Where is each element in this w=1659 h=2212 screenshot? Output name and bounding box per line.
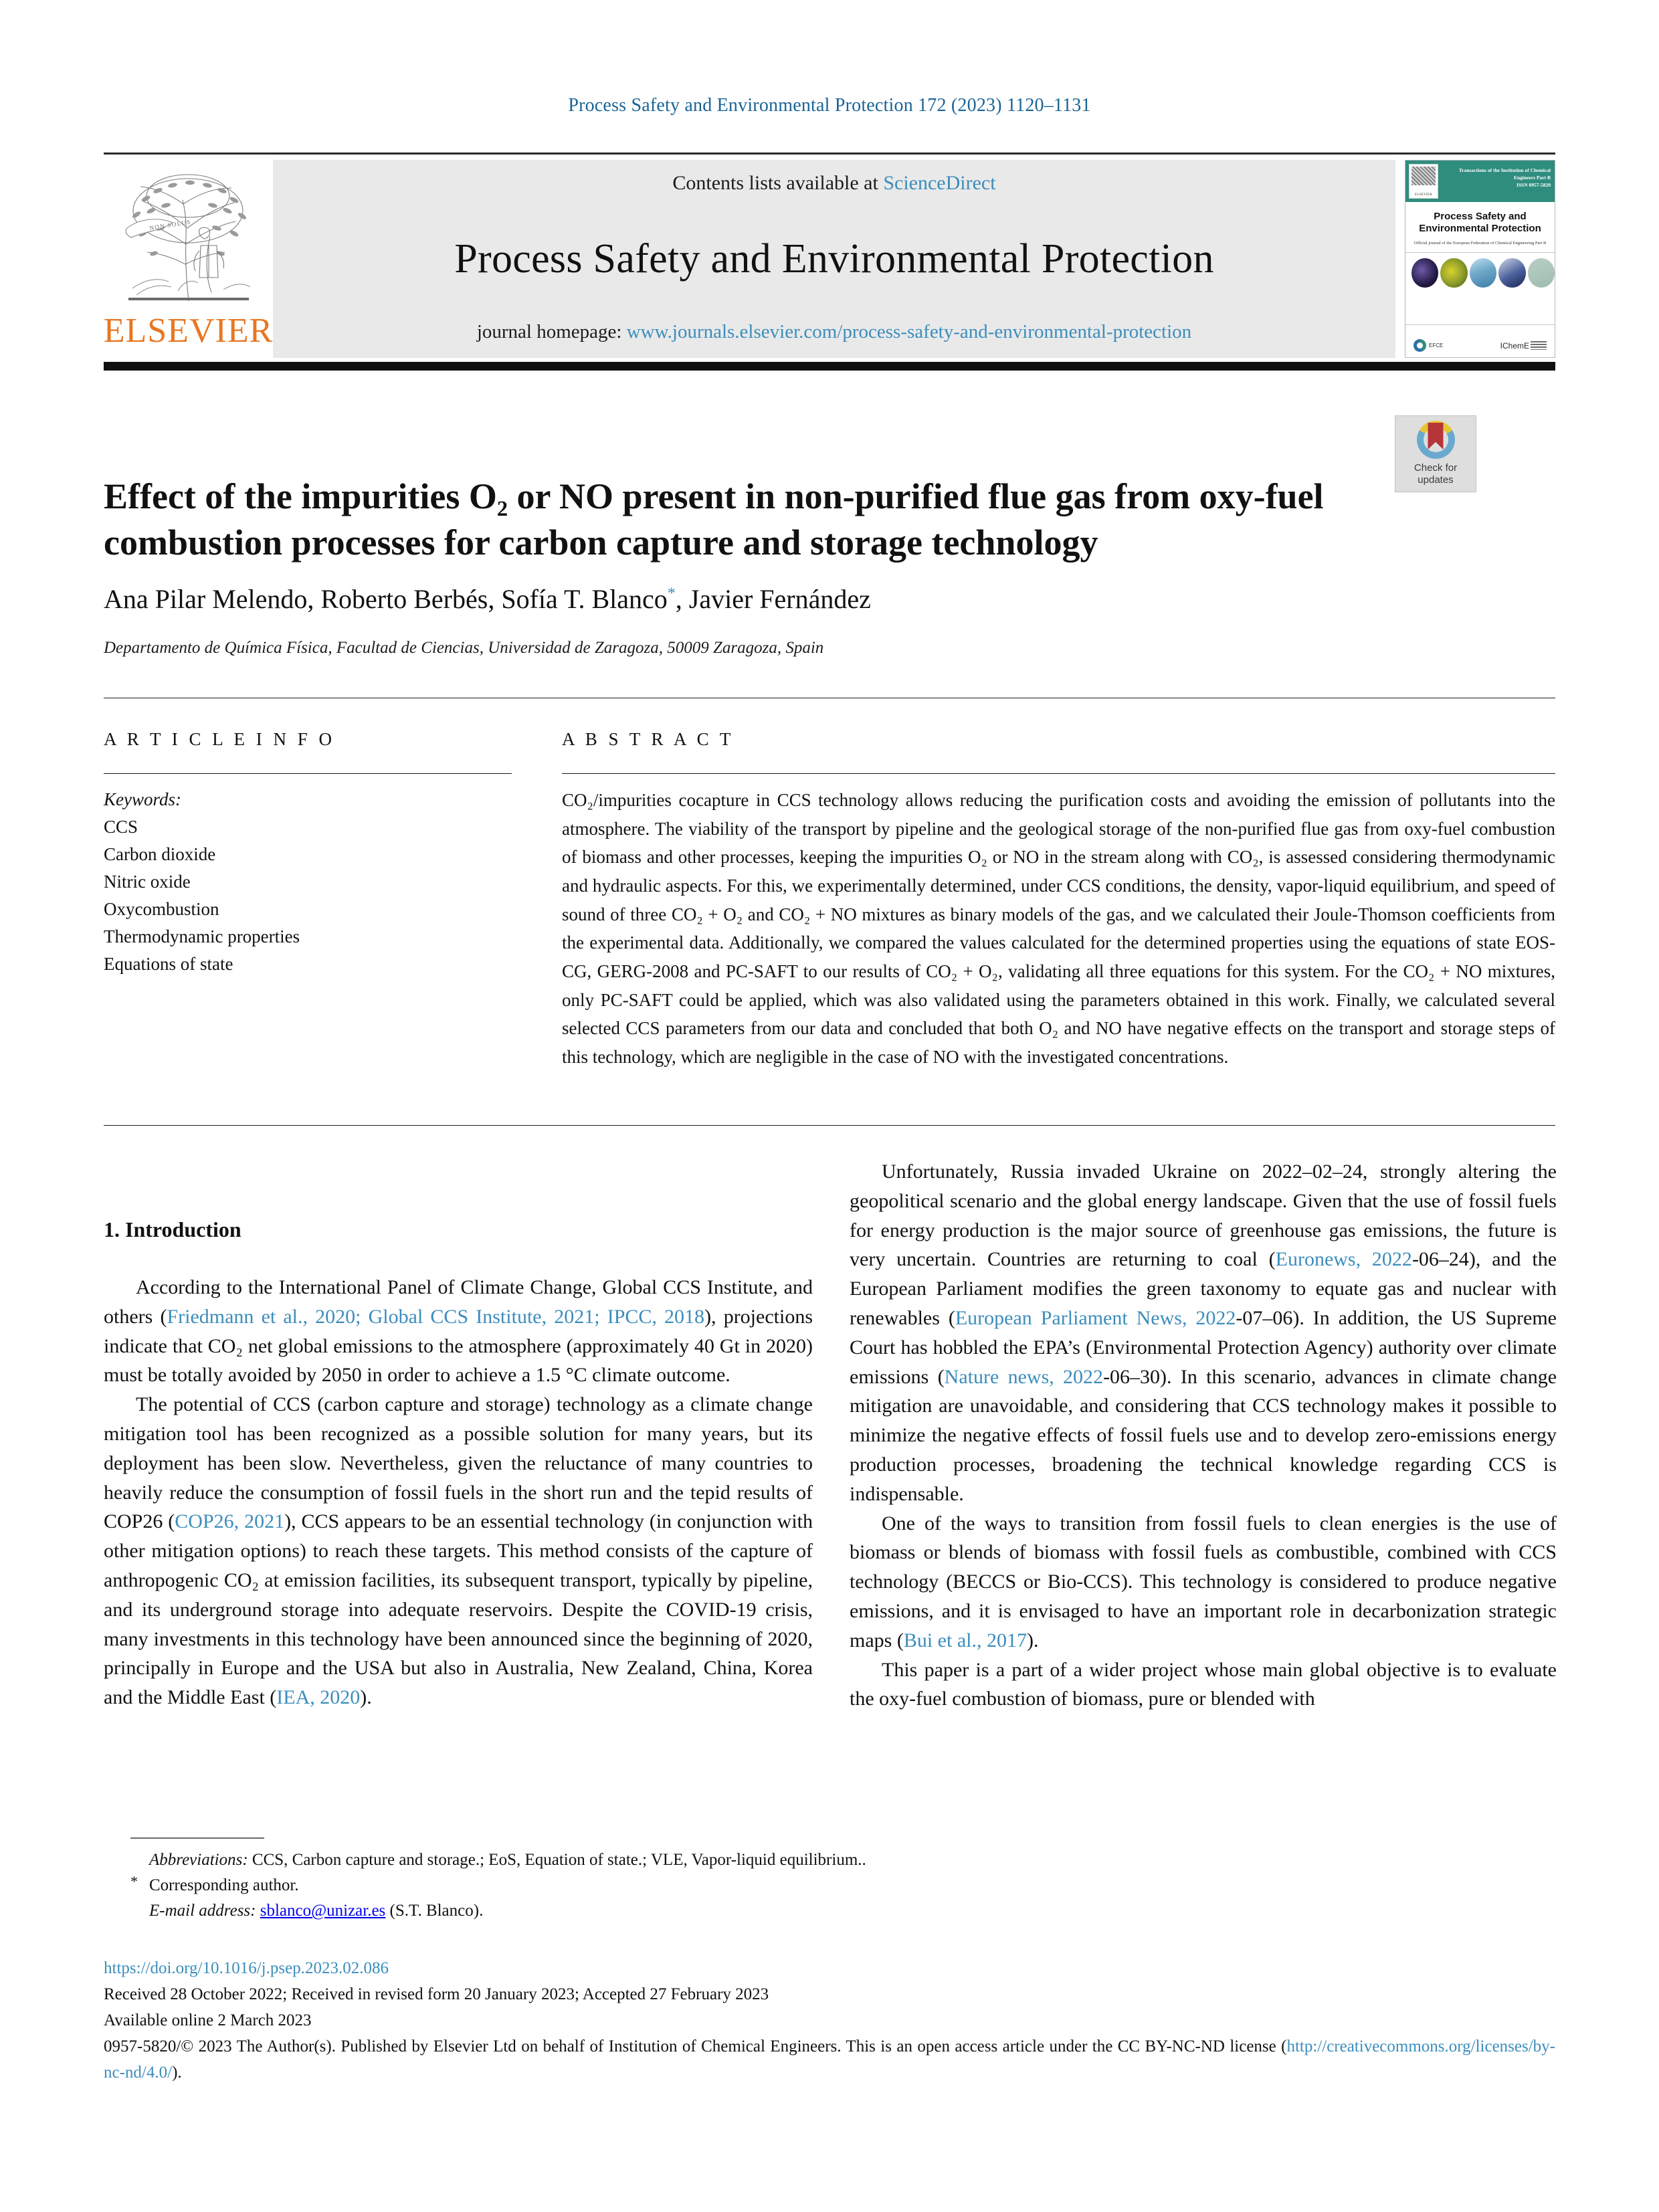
paragraph: The potential of CCS (carbon capture and storage) technology as a climate change mitigation tool has been recognized as a possible solution for many years, but its deployment has been slow. Nevertheless, given the reluctance of many countries to heavily reduce the consumption of fossil fuels in the short run and the tepid results of COP26 (COP26, 2021), CCS appears to be an essential technology (in conjunction with other mitigation options) to reach these targets. This method consists of the capture of anthropogenic CO₂ at emission facilities, its subsequent transport, typically by pipeline, and its underground storage into adequate reservoirs. Despite the COVID-19 crisis, many investments in this technology have been announced since the beginning of 2020, principally in Europe and the USA but also in Australia, New Zealand, China, Korea and the Middle East (IEA, 2020).: [104, 1393, 813, 1709]
abbreviations-text: CCS, Carbon capture and storage.; EoS, Equation of state.; VLE, Vapor-liquid equilibrium..: [248, 1851, 866, 1869]
paragraph: According to the International Panel of Climate Change, Global CCS Institute, and others (Friedmann et al., 2020; Global CCS Institute, 2021; IPCC, 2018), projections indicate that CO₂ net global emissions to the atmosphere (approximately 40 Gt in 2020) must be totally avoided by 2050 in order to achieve a 1.5 °C climate outcome.: [104, 1276, 813, 1387]
body-column-left: [104, 1217, 813, 1712]
body-column-right: [850, 1157, 1557, 1714]
journal-homepage-line: [273, 321, 1395, 358]
page-title: Effect of the impurities O₂ or NO present in non-purified flue gas from oxy-fuel combustion processes for carbon capture and storage technology: [104, 476, 1324, 563]
abbreviations-label: Abbreviations:: [149, 1851, 248, 1869]
license-link[interactable]: http://creativecommons.org/licenses/by-nc-nd/4.0/: [104, 2037, 1555, 2082]
cover-banner-line2: ISSN 0957-5820: [1516, 181, 1551, 188]
available-online-date: Available online 2 March 2023: [104, 2011, 312, 2029]
efce-label: EFCE: [1429, 342, 1444, 348]
corresponding-star-icon: *: [130, 1873, 138, 1890]
efce-icon: [1413, 339, 1426, 352]
abbreviations-note: [149, 1847, 1268, 1873]
non-solus-motto: NON SOLUS: [149, 218, 192, 231]
rule-below-abstract: [104, 1125, 1555, 1126]
crossmark-label: [1414, 462, 1457, 486]
cover-banner: [1405, 161, 1555, 202]
corresponding-author-marker[interactable]: *: [667, 585, 676, 603]
keyword-item: Thermodynamic properties: [104, 926, 300, 947]
cover-elsevier-wordmark: ELSEVIER: [1414, 193, 1432, 197]
cover-thumb-1: [1411, 258, 1438, 288]
crossmark-line1: Check for: [1413, 462, 1458, 474]
abstract-column: [562, 729, 1555, 1072]
paragraph: One of the ways to transition from fossil fuels to clean energies is the use of biomass or blends of biomass with fossil fuels as combustible, combined with CCS technology (BECCS or Bio-CCS). This technology is considered to produce negative emissions, and it is envisaged to have an important role in decarbonization strategic maps (Bui et al., 2017).: [850, 1512, 1557, 1651]
keywords-label: Keywords:: [104, 789, 181, 809]
citation-link[interactable]: Euronews, 2022: [1275, 1248, 1412, 1271]
keyword-item: Nitric oxide: [104, 872, 191, 892]
footnote-rule: [130, 1837, 264, 1839]
elsevier-logo: [104, 160, 273, 358]
keyword-item: Carbon dioxide: [104, 844, 216, 865]
cover-thumb-5: [1528, 258, 1555, 288]
cover-footer-divider: [1405, 324, 1555, 325]
keywords-block: [104, 786, 512, 978]
cover-thumb-3: [1470, 258, 1496, 288]
doi-link[interactable]: https://doi.org/10.1016/j.psep.2023.02.086: [104, 1959, 389, 1977]
copyright-text: 0957-5820/© 2023 The Author(s). Published by Elsevier Ltd on behalf of Institution of Chemical Engineers. This is an open access article under the CC BY-NC-ND license (: [104, 2037, 1287, 2055]
sciencedirect-link[interactable]: ScienceDirect: [883, 172, 996, 194]
cover-subtitle: Official journal of the European Federation of Chemical Engineering Part B: [1413, 241, 1547, 245]
paragraph: This paper is a part of a wider project whose main global objective is to evaluate the oxy-fuel combustion of biomass, pure or blended with: [850, 1658, 1557, 1710]
efce-logo: [1413, 339, 1443, 352]
cover-thumb-4: [1498, 258, 1525, 288]
publication-info: [104, 1955, 1555, 2086]
cover-banner-text: [1444, 167, 1551, 189]
journal-title: Process Safety and Environmental Protection: [454, 236, 1214, 282]
paragraph: Unfortunately, Russia invaded Ukraine on 2022–02–24, strongly altering the geopolitical scenario and the global energy landscape. Given that the use of fossil fuels for energy production is the major source of greenhouse gas emissions, the future is very uncertain. Countries are returning to coal (Euronews, 2022-06–24), and the European Parliament modifies the green taxonomy to equate gas and nuclear with renewables (European Parliament News, 2022-07–06). In addition, the US Supreme Court has hobbled the EPA’s (Environmental Protection Agency) authority over climate emissions (Nature news, 2022-06–30). In this scenario, advances in climate change mitigation are unavoidable, and considering that CCS technology makes it possible to minimize the negative effects of fossil fuels use and to develop zero-emissions energy production processes, broadening the technical knowledge regarding CCS is indispensable.: [850, 1161, 1557, 1505]
corresponding-author-note: [130, 1873, 1268, 1898]
journal-homepage-link[interactable]: www.journals.elsevier.com/process-safety-and-environmental-protection: [626, 321, 1192, 342]
elsevier-tree-icon: [116, 164, 260, 311]
article-info-column: [104, 729, 512, 978]
abstract-rule: [562, 773, 1555, 774]
article-info-heading: A R T I C L E I N F O: [104, 729, 336, 749]
icheme-label: IChemE: [1500, 340, 1529, 350]
abstract-heading: A B S T R A C T: [562, 729, 735, 749]
citation-link[interactable]: IEA, 2020: [276, 1686, 361, 1709]
journal-cover-thumbnail: [1405, 160, 1555, 358]
cover-thumb-2: [1440, 258, 1467, 288]
citation-link[interactable]: Nature news, 2022: [944, 1365, 1104, 1388]
contents-lists-line: [273, 172, 1395, 195]
crossmark-ring-icon: [1417, 421, 1455, 459]
keyword-item: Equations of state: [104, 954, 233, 975]
email-owner: (S.T. Blanco).: [385, 1902, 484, 1920]
cover-image-strip: [1405, 253, 1555, 288]
crossmark-flag-icon: [1428, 423, 1444, 449]
icheme-bars-icon: [1531, 341, 1547, 350]
email-note: [149, 1898, 1268, 1924]
cover-title: Process Safety and Environmental Protection: [1419, 211, 1541, 234]
citation-link[interactable]: Bui et al., 2017: [903, 1629, 1027, 1651]
cover-banner-line1: Transactions of the Institution of Chemical Engineers Part B: [1458, 167, 1551, 181]
crossmark-line2: updates: [1418, 474, 1454, 486]
corresponding-text: Corresponding author.: [149, 1876, 299, 1894]
citation-link[interactable]: COP26, 2021: [175, 1510, 285, 1533]
email-link[interactable]: sblanco@unizar.es: [260, 1902, 386, 1920]
masthead-top-rule: [104, 153, 1555, 155]
journal-masthead: [104, 153, 1555, 371]
email-label: E-mail address:: [149, 1902, 256, 1920]
masthead-bottom-rule: [104, 362, 1555, 371]
citation-link[interactable]: Friedmann et al., 2020; Global CCS Institute, 2021; IPCC, 2018: [167, 1305, 705, 1328]
abstract-text: CO₂/impurities cocapture in CCS technology allows reducing the purification costs and avoiding the emission of pollutants into the atmosphere. The viability of the transport by pipeline and the geological storage of the non-purified flue gas from oxy-fuel combustion of biomass and other processes, keeping the impurities O₂ or NO in the stream along with CO₂, is assessed considering thermodynamic and hydraulic aspects. For this, we experimentally determined, under CCS conditions, the density, vapor-liquid equilibrium, and speed of sound of three CO₂ + O₂ and CO₂ + NO mixtures as binary models of the gas, and we calculated their Joule-Thomson coefficients from the experimental data. Additionally, we compared the values calculated for the determined properties using the equations of state EOS-CG, GERG-2008 and PC-SAFT to our results of CO₂ + O₂, validating all three equations for this system. For the CO₂ + NO mixtures, only PC-SAFT could be applied, which was also validated using the parameters obtained in this work. Finally, we calculated several selected CCS parameters from our data and concluded that both O₂ and NO have negative effects on the transport and storage steps of this technology, which are negligible in the case of NO with the investigated concentrations.: [562, 790, 1555, 1067]
homepage-label: journal homepage:: [476, 321, 627, 342]
copyright-license: [104, 2033, 1555, 2086]
author-names: Ana Pilar Melendo, Roberto Berbés, Sofía T. Blanco: [104, 584, 668, 614]
keyword-item: Oxycombustion: [104, 899, 219, 920]
copyright-tail: ).: [172, 2064, 182, 2082]
citation-link[interactable]: European Parliament News, 2022: [955, 1306, 1236, 1329]
cover-elsevier-icon: [1409, 164, 1438, 199]
contents-lists-prefix: Contents lists available at: [672, 172, 884, 194]
running-head: Process Safety and Environmental Protection 172 (2023) 1120–1131: [568, 95, 1091, 116]
section-heading-introduction: 1. Introduction: [104, 1217, 241, 1241]
masthead-center: [273, 160, 1395, 358]
received-dates: Received 28 October 2022; Received in revised form 20 January 2023; Accepted 27 February 2023: [104, 1985, 769, 2003]
affiliation: Departamento de Química Física, Facultad de Ciencias, Universidad de Zaragoza, 50009 Zaragoza, Spain: [104, 639, 824, 657]
author-list: [104, 583, 1375, 615]
crossmark-badge[interactable]: [1395, 415, 1476, 492]
elsevier-wordmark: ELSEVIER: [103, 312, 274, 350]
footnotes-block: [130, 1847, 1268, 1924]
article-info-rule: [104, 773, 512, 774]
icheme-logo: [1500, 341, 1547, 350]
keyword-item: CCS: [104, 817, 138, 837]
author-names-tail: , Javier Fernández: [675, 584, 871, 614]
